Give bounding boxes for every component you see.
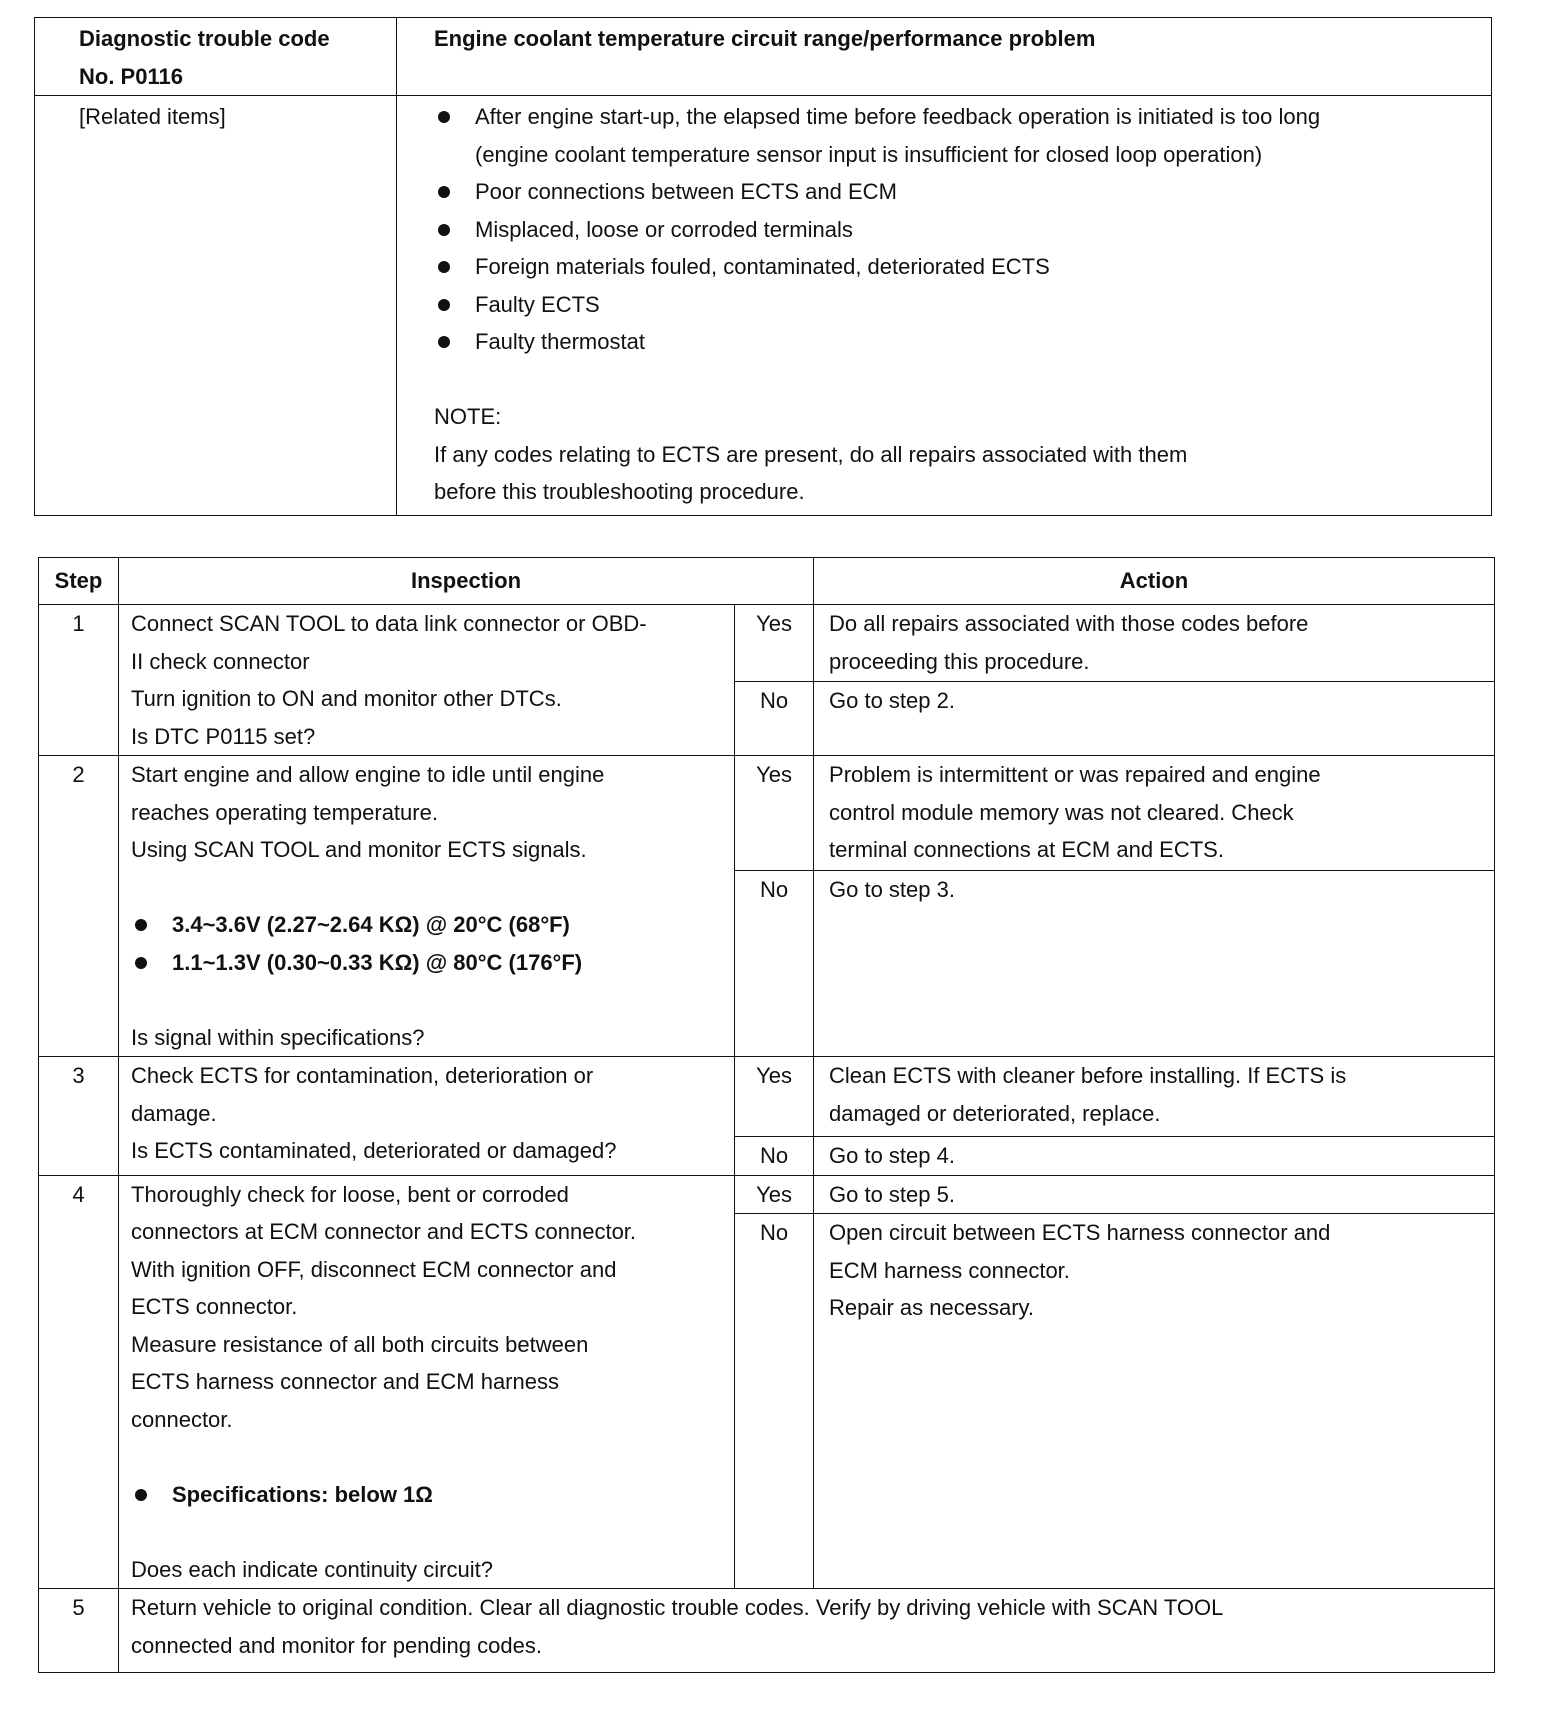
note-line: If any codes relating to ECTS are present, do all repairs associated with them xyxy=(434,441,1188,467)
yes-label: Yes xyxy=(735,1175,814,1214)
no-action: Go to step 3. xyxy=(814,871,1495,1057)
step-number: 5 xyxy=(39,1589,119,1673)
spec-item: Specifications: below 1Ω xyxy=(131,1476,728,1514)
step-number: 1 xyxy=(39,605,119,756)
header-action: Action xyxy=(814,558,1495,605)
related-item: After engine start-up, the elapsed time before feedback operation is initiated is too long (engine coolant temperature sensor input is insufficient for closed loop operation) xyxy=(434,98,1491,173)
step-inspection: Check ECTS for contamination, deterioration or damage. Is ECTS contaminated, deteriorated or damaged? xyxy=(119,1057,735,1176)
step-table-header xyxy=(39,558,1495,605)
related-item: Faulty ECTS xyxy=(434,286,1491,324)
header-step: Step xyxy=(39,558,119,605)
dtc-title: Engine coolant temperature circuit range/performance problem xyxy=(397,18,1492,96)
related-items-row xyxy=(35,96,1492,516)
related-item: Misplaced, loose or corroded terminals xyxy=(434,211,1491,249)
spec-list xyxy=(131,1476,728,1514)
step-number: 2 xyxy=(39,756,119,1057)
no-label: No xyxy=(735,1137,814,1176)
no-action: Open circuit between ECTS harness connector and ECM harness connector. Repair as necessary. xyxy=(814,1214,1495,1589)
step-row xyxy=(39,1057,1495,1137)
spec-list xyxy=(131,906,728,981)
step-row xyxy=(39,1175,1495,1214)
yes-label: Yes xyxy=(735,756,814,871)
related-item: Faulty thermostat xyxy=(434,323,1491,361)
step-row xyxy=(39,605,1495,682)
related-items-cell xyxy=(397,96,1492,516)
no-action: Go to step 4. xyxy=(814,1137,1495,1176)
step-row xyxy=(39,756,1495,871)
yes-action: Clean ECTS with cleaner before installing. If ECTS is damaged or deteriorated, replace. xyxy=(814,1057,1495,1137)
spec-item: 3.4~3.6V (2.27~2.64 KΩ) @ 20°C (68°F) xyxy=(131,906,728,944)
step-number: 4 xyxy=(39,1175,119,1589)
related-items-list xyxy=(434,98,1491,361)
related-item: Foreign materials fouled, contaminated, deteriorated ECTS xyxy=(434,248,1491,286)
step-question: Is signal within specifications? xyxy=(131,1024,425,1050)
spec-item: 1.1~1.3V (0.30~0.33 KΩ) @ 80°C (176°F) xyxy=(131,944,728,982)
dtc-code-label-line1: Diagnostic trouble code xyxy=(79,26,330,51)
yes-action: Do all repairs associated with those codes before proceeding this procedure. xyxy=(814,605,1495,682)
step-inspection: Return vehicle to original condition. Clear all diagnostic trouble codes. Verify by driving vehicle with SCAN TOOL connected and monitor for pending codes. xyxy=(119,1589,1495,1673)
note-label: NOTE: xyxy=(434,404,502,429)
yes-label: Yes xyxy=(735,605,814,682)
header-inspection: Inspection xyxy=(119,558,814,605)
dtc-header-row xyxy=(35,18,1492,96)
yes-action: Go to step 5. xyxy=(814,1175,1495,1214)
step-row xyxy=(39,1589,1495,1673)
related-item: Poor connections between ECTS and ECM xyxy=(434,173,1491,211)
yes-label: Yes xyxy=(735,1057,814,1137)
step-table xyxy=(38,557,1495,1673)
dtc-table xyxy=(34,17,1492,516)
step-inspection: Connect SCAN TOOL to data link connector or OBD- II check connector Turn ignition to ON and monitor other DTCs. Is DTC P0115 set? xyxy=(119,605,735,756)
step-question: Does each indicate continuity circuit? xyxy=(131,1556,493,1582)
no-label: No xyxy=(735,871,814,1057)
no-label: No xyxy=(735,681,814,756)
no-action: Go to step 2. xyxy=(814,681,1495,756)
note-line: before this troubleshooting procedure. xyxy=(434,479,805,504)
step-inspection: Start engine and allow engine to idle until engine reaches operating temperature. Using SCAN TOOL and monitor ECTS signals. 3.4~3.6V (2.27~2.64 KΩ) @ 20°C (68°F) 1.1~1.3V (0.30~0.33 KΩ) @ 80°C (176°F) Is signal within specifications? xyxy=(119,756,735,1057)
no-label: No xyxy=(735,1214,814,1589)
dtc-code-label xyxy=(35,18,397,96)
related-items-label: [Related items] xyxy=(35,96,397,516)
step-number: 3 xyxy=(39,1057,119,1176)
dtc-code-number: No. P0116 xyxy=(79,63,183,89)
yes-action: Problem is intermittent or was repaired and engine control module memory was not cleared. Check terminal connections at ECM and ECTS. xyxy=(814,756,1495,871)
step-inspection: Thoroughly check for loose, bent or corroded connectors at ECM connector and ECTS connector. With ignition OFF, disconnect ECM connector and ECTS connector. Measure resistance of all both circuits between ECTS harness connector and ECM harness connector. Specifications: below 1Ω Does each indicate continuity circuit? xyxy=(119,1175,735,1589)
